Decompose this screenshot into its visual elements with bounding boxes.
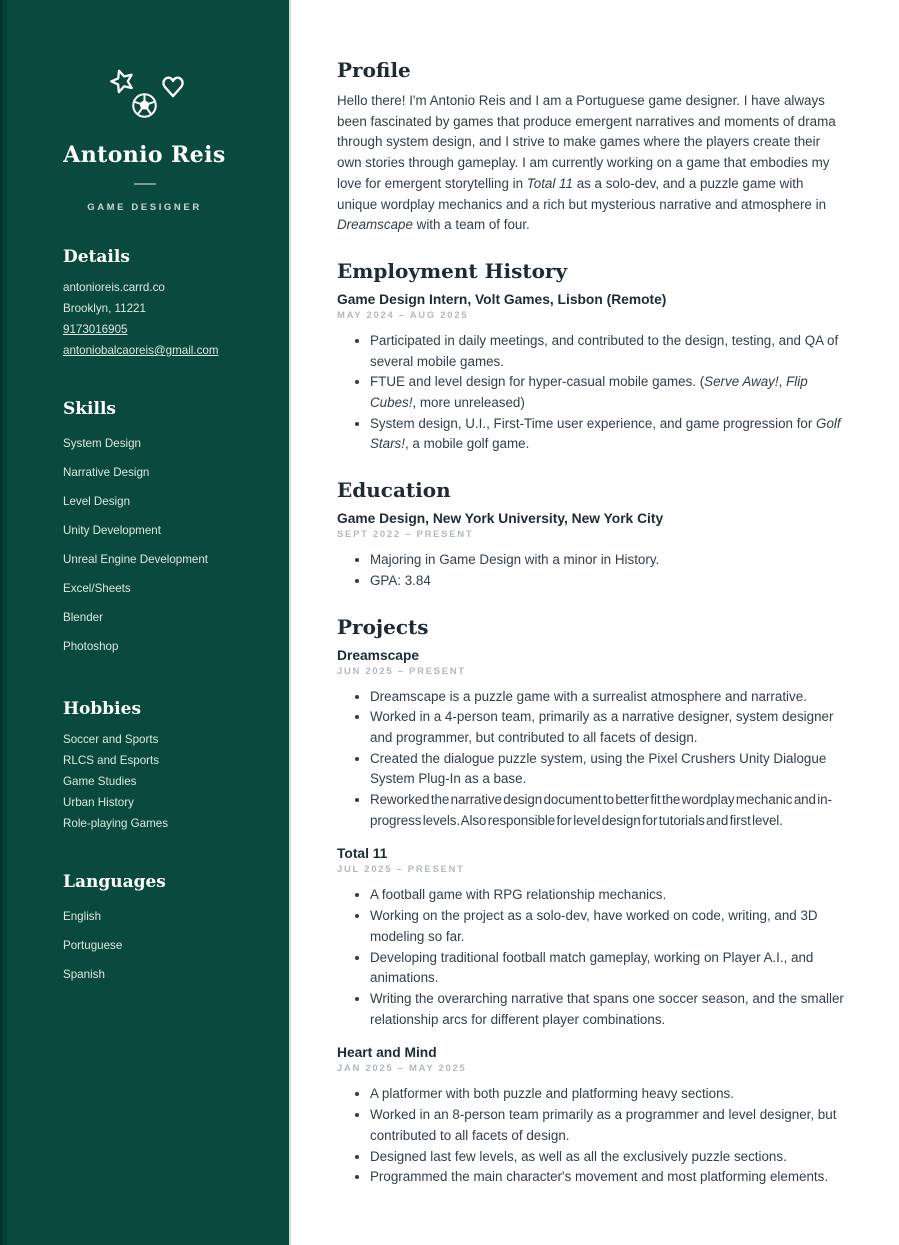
sidebar-section-hobbies	[63, 699, 271, 834]
bullet-item: • Dreamscape is a puzzle game with a surrealist atmosphere and narrative.	[370, 687, 847, 708]
bullet-item: • Developing traditional football match gameplay, working on Player A.I., and animations.	[370, 948, 847, 989]
heart-icon	[159, 74, 187, 102]
degree-title: Game Design, New York University, New York City	[337, 511, 664, 527]
hobby-item: Soccer and Sports	[63, 733, 159, 746]
job-dates: MAY 2024 – AUG 2025	[337, 309, 469, 321]
bullet-item	[370, 414, 847, 455]
skill-item: Excel/Sheets	[63, 582, 131, 595]
profile-heading: Profile	[337, 58, 411, 82]
employment-entry	[337, 292, 847, 455]
project-entry-total11	[337, 846, 847, 1030]
skills-list	[63, 429, 271, 661]
section-profile	[337, 58, 847, 236]
bullet-item: • Created the dialogue puzzle system, using the Pixel Crushers Unity Dialogue System Plug-In as a base.	[370, 749, 847, 790]
header-icon-cluster	[93, 68, 197, 128]
bullet-item: • Majoring in Game Design with a minor in History.	[370, 550, 847, 571]
skill-item: Narrative Design	[63, 466, 150, 479]
detail-email	[63, 340, 271, 361]
game-title-dreamscape: Dreamscape	[337, 217, 413, 233]
project-bullets	[337, 1084, 847, 1188]
bullet-item: • Reworked the narrative design document to better fit the wordplay mechanic and in-progress levels. Also responsible for level design for tutorials and first level.	[370, 790, 847, 831]
bullet-text-part: FTUE and level design for hyper-casual mobile games. (	[370, 374, 705, 390]
skill-item: Level Design	[63, 495, 131, 508]
hobbies-heading: Hobbies	[63, 699, 142, 719]
profile-text	[337, 91, 847, 236]
phone-link[interactable]: 9173016905	[63, 323, 128, 336]
project-title: Heart and Mind	[337, 1045, 437, 1061]
hobby-item: RLCS and Esports	[63, 754, 160, 767]
bullet-text-part: , more unreleased)	[412, 395, 525, 411]
bullet-item: • Writing the overarching narrative that spans one soccer season, and the smaller relationship arcs for different player combinations.	[370, 989, 847, 1030]
bullet-item: • Designed last few levels, as well as all the exclusively puzzle sections.	[370, 1147, 847, 1168]
bullet-item: • A platformer with both puzzle and platforming heavy sections.	[370, 1084, 847, 1105]
skill-item: Unreal Engine Development	[63, 553, 209, 566]
skill-item: Photoshop	[63, 640, 119, 653]
bullet-item: • GPA: 3.84	[370, 571, 847, 592]
detail-address: Brooklyn, 11221	[63, 302, 146, 315]
job-title: Game Design Intern, Volt Games, Lisbon (Remote)	[337, 291, 667, 307]
sidebar-section-details	[63, 247, 271, 361]
detail-phone	[63, 319, 271, 340]
hobby-item: Game Studies	[63, 775, 137, 788]
sidebar	[0, 0, 291, 1245]
language-item: Portuguese	[63, 939, 123, 952]
skill-item: System Design	[63, 437, 141, 450]
hobby-item: Urban History	[63, 796, 134, 809]
language-item: Spanish	[63, 968, 105, 981]
email-link[interactable]: antoniobalcaoreis@gmail.com	[63, 344, 219, 357]
sidebar-section-languages	[63, 872, 271, 989]
soccer-ball-icon	[131, 92, 158, 119]
sidebar-section-skills	[63, 399, 271, 661]
main-content	[291, 0, 899, 1245]
education-bullets	[337, 550, 847, 591]
profile-text-part: as a solo-dev, and a puzzle game with unique wordplay mechanics and a rich but mysterious narrative and atmosphere in	[337, 175, 827, 212]
bullet-item: • Worked in a 4-person team, primarily as a narrative designer, system designer and programmer, but contributed to all facets of design.	[370, 707, 847, 748]
education-entry	[337, 511, 847, 591]
hobbies-list	[63, 729, 271, 834]
project-title: Dreamscape	[337, 647, 420, 663]
hobby-item: Role-playing Games	[63, 817, 169, 830]
details-list	[63, 277, 271, 361]
skill-item: Unity Development	[63, 524, 161, 537]
project-title: Total 11	[337, 846, 388, 862]
skills-heading: Skills	[63, 399, 117, 419]
bullet-item: • Working on the project as a solo-dev, have worked on code, writing, and 3D modeling so far.	[370, 906, 847, 947]
bullet-item	[370, 372, 847, 413]
skill-item: Blender	[63, 611, 103, 624]
details-heading: Details	[63, 247, 130, 267]
section-projects	[337, 615, 847, 1188]
name-divider	[134, 183, 156, 185]
bullet-item: • Participated in daily meetings, and contributed to the design, testing, and QA of several mobile games.	[370, 331, 847, 372]
languages-list	[63, 902, 271, 989]
candidate-name: Antonio Reis	[63, 142, 226, 168]
bullet-item: • Programmed the main character's movement and most platforming elements.	[370, 1167, 847, 1188]
education-heading: Education	[337, 478, 451, 503]
bullet-text-part: , a mobile golf game.	[404, 436, 530, 452]
bullet-item: • A football game with RPG relationship mechanics.	[370, 885, 847, 906]
employment-heading: Employment History	[337, 258, 568, 283]
languages-heading: Languages	[63, 872, 166, 892]
project-dates: JAN 2025 – MAY 2025	[337, 1063, 467, 1075]
detail-website: antonioreis.carrd.co	[63, 281, 165, 294]
project-bullets	[337, 885, 847, 1030]
project-dates: JUL 2025 – PRESENT	[337, 864, 465, 876]
job-bullets	[337, 331, 847, 455]
section-education	[337, 478, 847, 591]
bullet-text-part: ,	[778, 374, 787, 390]
candidate-role: GAME DESIGNER	[87, 202, 202, 213]
project-dates: JUN 2025 – PRESENT	[337, 665, 466, 677]
game-title-flip-cubes: Flip Cubes!	[370, 374, 808, 411]
projects-heading: Projects	[337, 614, 429, 639]
game-title-serve-away: Serve Away!	[704, 374, 779, 390]
section-employment	[337, 259, 847, 455]
bullet-item: • Worked in an 8-person team primarily as a programmer and level designer, but contributed to all facets of design.	[370, 1105, 847, 1146]
profile-text-part: Hello there! I'm Antonio Reis and I am a Portuguese game designer. I have always been fascinated by games that produce emergent narratives and moments of drama through system design, and I strive to make games where the players create their own stories through gameplay. I am currently working on a game that embodies my love for emergent storytelling in	[337, 93, 836, 191]
project-entry-dreamscape	[337, 648, 847, 832]
profile-text-part: with a team of four.	[412, 217, 530, 233]
project-entry-heart-and-mind	[337, 1045, 847, 1188]
game-title-golf-stars: Golf Stars!	[370, 415, 841, 452]
game-title-total11: Total 11	[526, 175, 573, 191]
project-bullets	[337, 687, 847, 832]
bullet-text-part: System design, U.I., First-Time user experience, and game progression for	[370, 415, 817, 431]
degree-dates: SEPT 2022 – PRESENT	[337, 529, 474, 541]
language-item: English	[63, 910, 102, 923]
